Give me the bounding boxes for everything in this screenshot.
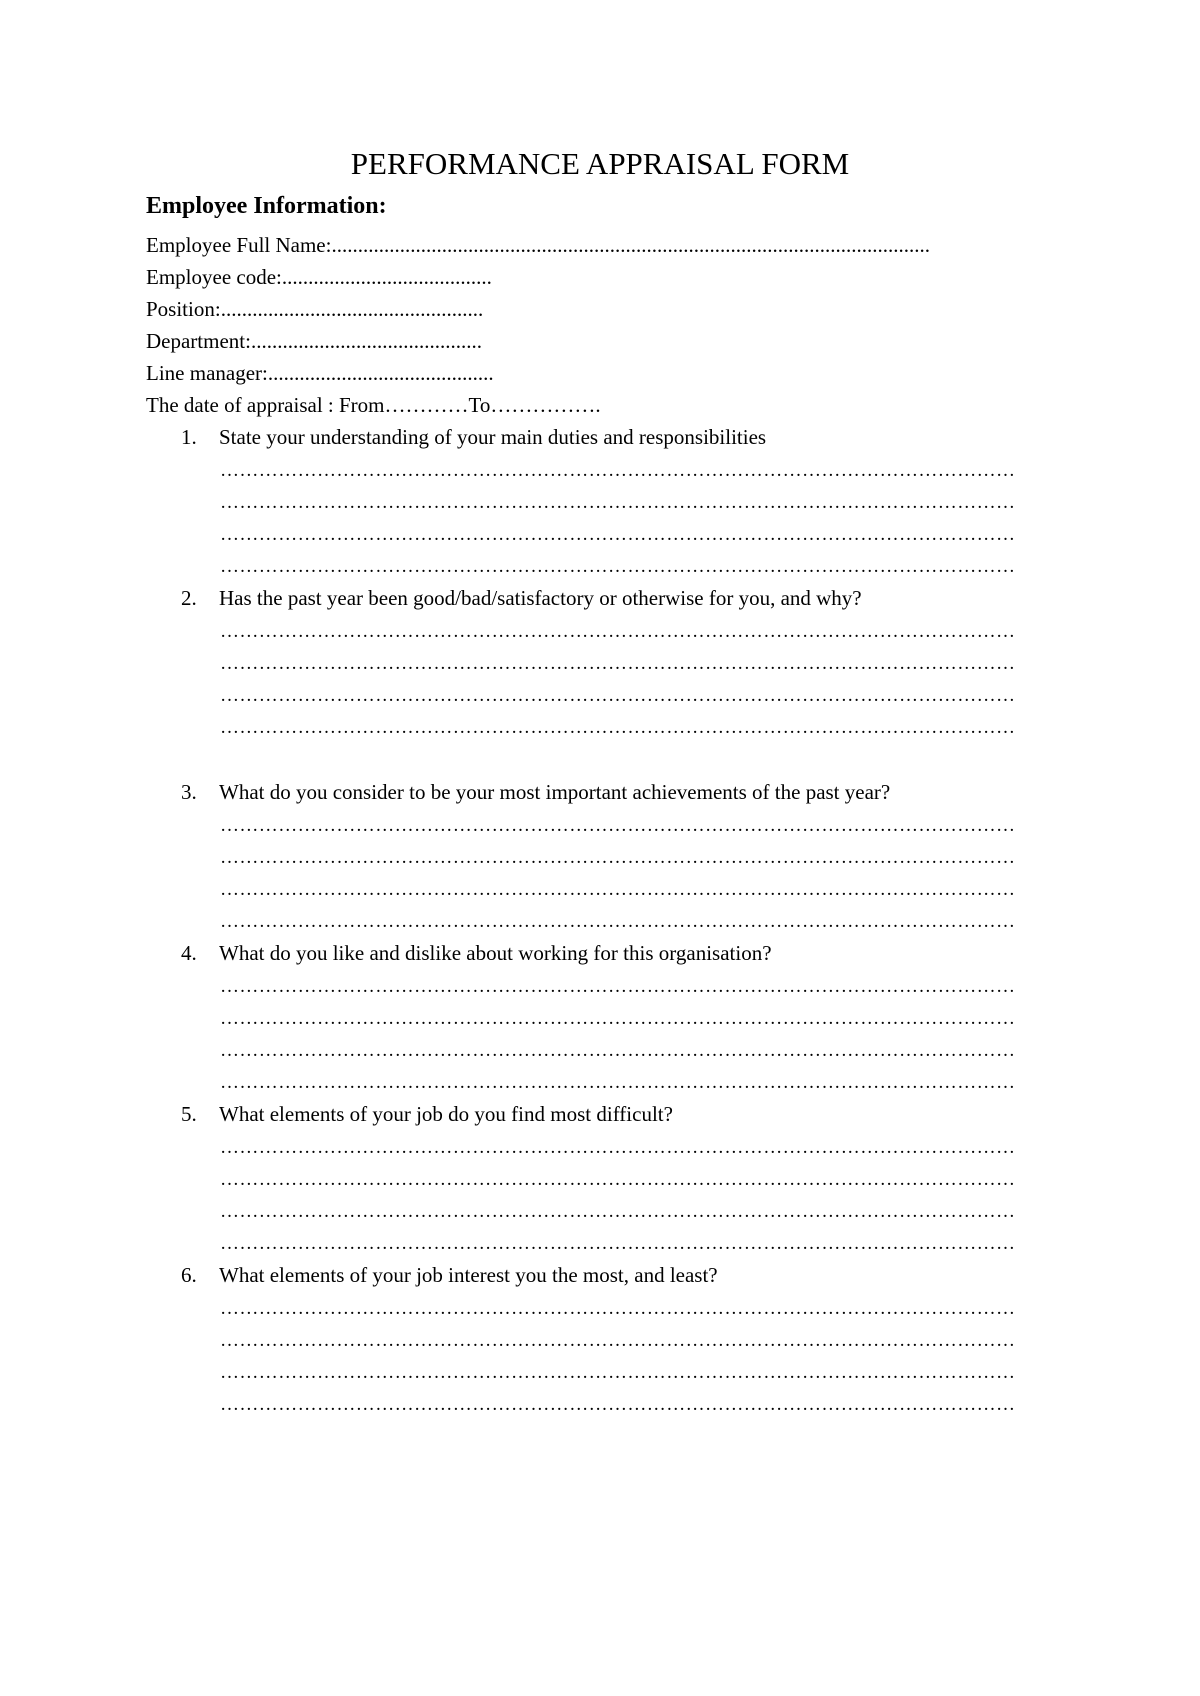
answer-line: ……………………………………………………………………………………………………………: [220, 1169, 1016, 1190]
question-text: What elements of your job do you find most difficult?: [219, 1102, 673, 1126]
answer-line: ……………………………………………………………………………………………………………: [220, 1298, 1016, 1319]
answer-line: ……………………………………………………………………………………………………………: [220, 1233, 1016, 1254]
answer-line: ……………………………………………………………………………………………………………: [220, 621, 1016, 642]
employee-information-heading: Employee Information:: [146, 193, 387, 219]
answer-line: ……………………………………………………………………………………………………………: [220, 1362, 1016, 1383]
employee-code-field: Employee code:........................................: [146, 265, 492, 289]
appraisal-date-field: The date of appraisal : From…………To…………….: [146, 393, 601, 417]
answer-line: ……………………………………………………………………………………………………………: [220, 1330, 1016, 1351]
answer-line: ……………………………………………………………………………………………………………: [220, 815, 1016, 836]
question-number: 2.: [181, 586, 197, 610]
answer-line: ……………………………………………………………………………………………………………: [220, 685, 1016, 706]
answer-line: ……………………………………………………………………………………………………………: [220, 1394, 1016, 1415]
answer-line: ……………………………………………………………………………………………………………: [220, 911, 1016, 932]
question-text: Has the past year been good/bad/satisfactory or otherwise for you, and why?: [219, 586, 862, 610]
question-number: 4.: [181, 941, 197, 965]
question-number: 1.: [181, 425, 197, 449]
question-text: What do you like and dislike about working for this organisation?: [219, 941, 772, 965]
question-text: What elements of your job interest you the most, and least?: [219, 1263, 718, 1287]
answer-line: ……………………………………………………………………………………………………………: [220, 847, 1016, 868]
answer-line: ……………………………………………………………………………………………………………: [220, 1008, 1016, 1029]
question-number: 5.: [181, 1102, 197, 1126]
line-manager-field: Line manager:...........................................: [146, 361, 494, 385]
question-number: 3.: [181, 780, 197, 804]
answer-line: ……………………………………………………………………………………………………………: [220, 524, 1016, 545]
answer-line: ……………………………………………………………………………………………………………: [220, 1072, 1016, 1093]
question-number: 6.: [181, 1263, 197, 1287]
employee-full-name-field: Employee Full Name:..................................................................................................................: [146, 233, 930, 257]
page-title: PERFORMANCE APPRAISAL FORM: [350, 146, 850, 181]
answer-line: ……………………………………………………………………………………………………………: [220, 976, 1016, 997]
answer-line: ……………………………………………………………………………………………………………: [220, 1040, 1016, 1061]
answer-line: ……………………………………………………………………………………………………………: [220, 879, 1016, 900]
answer-line: ……………………………………………………………………………………………………………: [220, 460, 1016, 481]
answer-line: ……………………………………………………………………………………………………………: [220, 556, 1016, 577]
answer-line: ……………………………………………………………………………………………………………: [220, 1201, 1016, 1222]
answer-line: ……………………………………………………………………………………………………………: [220, 1137, 1016, 1158]
department-field: Department:............................................: [146, 329, 482, 353]
answer-line: ……………………………………………………………………………………………………………: [220, 717, 1016, 738]
position-field: Position:..................................................: [146, 297, 484, 321]
question-text: What do you consider to be your most important achievements of the past year?: [219, 780, 891, 804]
answer-line: ……………………………………………………………………………………………………………: [220, 653, 1016, 674]
question-text: State your understanding of your main duties and responsibilities: [219, 425, 767, 449]
answer-line: ……………………………………………………………………………………………………………: [220, 492, 1016, 513]
